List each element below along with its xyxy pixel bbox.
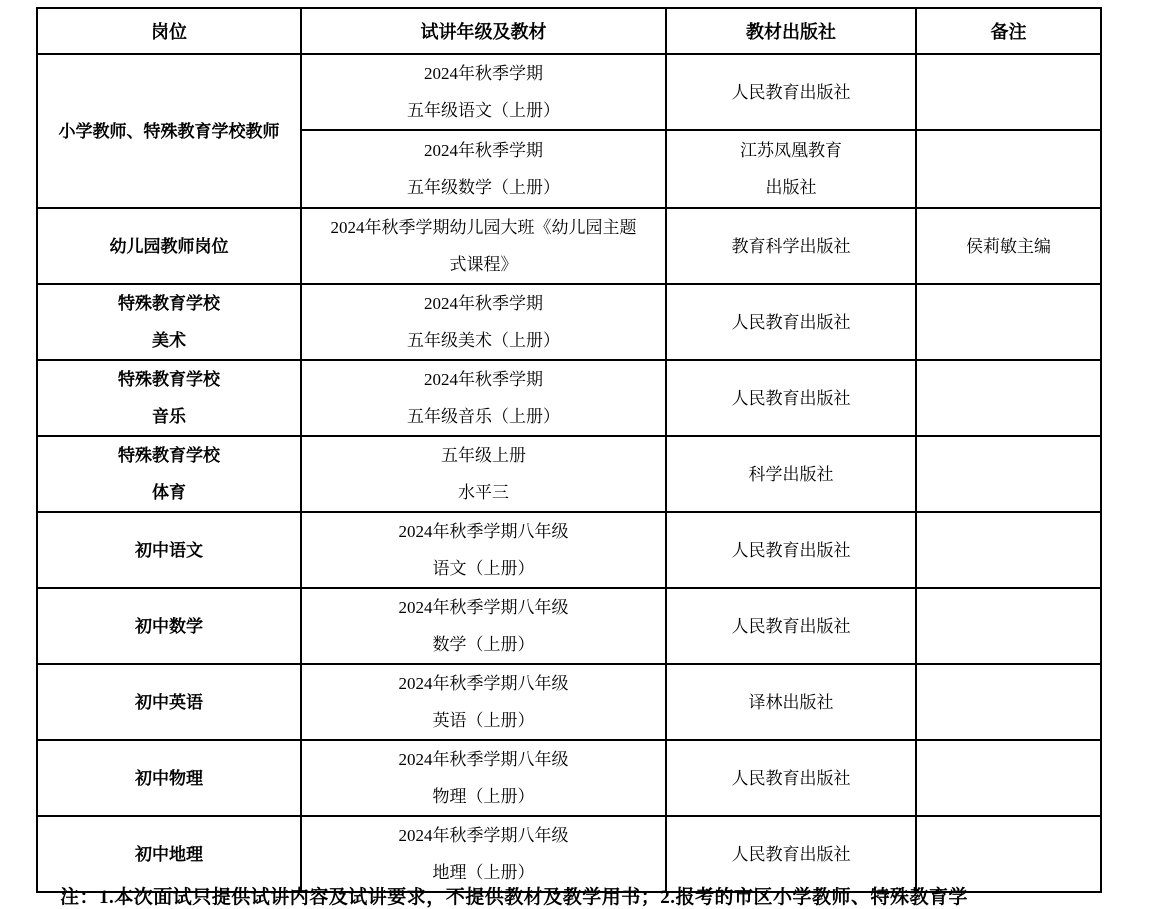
cell-line: 特殊教育学校 bbox=[118, 370, 220, 389]
table-row bbox=[37, 588, 1101, 664]
table-row bbox=[37, 816, 1101, 892]
cell-line: 出版社 bbox=[765, 178, 817, 197]
table-body bbox=[37, 54, 1101, 892]
cell-line: 2024年秋季学期 bbox=[424, 294, 543, 313]
textbook-cell bbox=[301, 664, 666, 740]
cell-line: 美术 bbox=[152, 331, 186, 350]
header-cell-remark: 备注 bbox=[916, 8, 1101, 54]
cell-line: 人民教育出版社 bbox=[731, 844, 851, 864]
table-row bbox=[37, 284, 1101, 360]
remark-cell bbox=[916, 130, 1101, 208]
remark-cell bbox=[916, 512, 1101, 588]
cell-line: 2024年秋季学期八年级 bbox=[398, 826, 569, 845]
cell-line: 初中数学 bbox=[135, 616, 203, 636]
remark-cell bbox=[916, 208, 1101, 284]
table-row bbox=[37, 740, 1101, 816]
cell-line: 小学教师、特殊教育学校教师 bbox=[58, 121, 280, 141]
header-cell-position: 岗位 bbox=[37, 8, 301, 54]
position-cell bbox=[37, 208, 301, 284]
remark-cell bbox=[916, 360, 1101, 436]
textbook-cell bbox=[301, 512, 666, 588]
cell-line: 特殊教育学校 bbox=[118, 446, 220, 465]
cell-line: 初中英语 bbox=[135, 692, 203, 712]
publisher-cell bbox=[666, 512, 916, 588]
cell-line: 2024年秋季学期八年级 bbox=[398, 598, 569, 617]
cell-line: 五年级数学（上册） bbox=[407, 178, 560, 197]
footnote-text: 注：1.本次面试只提供试讲内容及试讲要求，不提供教材及教学用书；2.报考的市区小学教师、特殊教育学 bbox=[60, 887, 969, 908]
position-cell bbox=[37, 360, 301, 436]
cell-line: 人民教育出版社 bbox=[731, 82, 851, 102]
textbook-cell bbox=[301, 284, 666, 360]
position-cell bbox=[37, 740, 301, 816]
position-cell bbox=[37, 664, 301, 740]
cell-line: 特殊教育学校 bbox=[118, 294, 220, 313]
cell-line: 数学（上册） bbox=[432, 635, 535, 654]
cell-line: 2024年秋季学期 bbox=[424, 141, 543, 160]
publisher-cell bbox=[666, 284, 916, 360]
cell-line: 人民教育出版社 bbox=[731, 616, 851, 636]
cell-line: 英语（上册） bbox=[432, 711, 535, 730]
cell-line: 2024年秋季学期八年级 bbox=[398, 750, 569, 769]
cell-line: 侯莉敏主编 bbox=[966, 236, 1051, 256]
publisher-cell bbox=[666, 664, 916, 740]
position-cell bbox=[37, 436, 301, 512]
remark-cell bbox=[916, 588, 1101, 664]
cell-line: 2024年秋季学期幼儿园大班《幼儿园主题 bbox=[330, 218, 637, 237]
position-cell bbox=[37, 284, 301, 360]
cell-line: 2024年秋季学期 bbox=[424, 370, 543, 389]
cell-line: 人民教育出版社 bbox=[731, 312, 851, 332]
remark-cell bbox=[916, 436, 1101, 512]
table-row bbox=[37, 436, 1101, 512]
publisher-cell bbox=[666, 360, 916, 436]
table-row bbox=[37, 54, 1101, 130]
table-row bbox=[37, 360, 1101, 436]
publisher-cell bbox=[666, 208, 916, 284]
header-cell-textbook: 试讲年级及教材 bbox=[301, 8, 666, 54]
publisher-cell bbox=[666, 816, 916, 892]
cell-line: 地理（上册） bbox=[432, 863, 535, 882]
cell-line: 江苏凤凰教育 bbox=[740, 141, 842, 160]
cell-line: 五年级美术（上册） bbox=[407, 331, 560, 350]
publisher-cell bbox=[666, 436, 916, 512]
position-cell bbox=[37, 588, 301, 664]
textbook-cell bbox=[301, 816, 666, 892]
recruitment-textbook-table bbox=[36, 7, 1102, 893]
remark-cell bbox=[916, 284, 1101, 360]
cell-line: 语文（上册） bbox=[432, 559, 535, 578]
cell-line: 幼儿园教师岗位 bbox=[109, 236, 229, 256]
cell-line: 五年级上册 bbox=[441, 446, 526, 465]
cell-line: 科学出版社 bbox=[748, 464, 834, 484]
textbook-cell bbox=[301, 130, 666, 208]
position-cell bbox=[37, 512, 301, 588]
table-row bbox=[37, 664, 1101, 740]
header-cell-publisher: 教材出版社 bbox=[666, 8, 916, 54]
cell-line: 五年级音乐（上册） bbox=[407, 407, 560, 426]
cell-line: 人民教育出版社 bbox=[731, 540, 851, 560]
cell-line: 水平三 bbox=[458, 483, 509, 502]
cell-line: 教育科学出版社 bbox=[731, 236, 851, 256]
publisher-cell bbox=[666, 54, 916, 130]
publisher-cell bbox=[666, 130, 916, 208]
cell-line: 人民教育出版社 bbox=[731, 388, 851, 408]
textbook-cell bbox=[301, 588, 666, 664]
publisher-cell bbox=[666, 588, 916, 664]
cell-line: 初中语文 bbox=[135, 540, 203, 560]
table-row bbox=[37, 208, 1101, 284]
cell-line: 初中地理 bbox=[135, 844, 203, 864]
table-header-row bbox=[37, 8, 1101, 54]
textbook-cell bbox=[301, 436, 666, 512]
cell-line: 音乐 bbox=[152, 407, 186, 426]
textbook-cell bbox=[301, 740, 666, 816]
remark-cell bbox=[916, 54, 1101, 130]
cell-line: 体育 bbox=[152, 483, 186, 502]
textbook-cell bbox=[301, 360, 666, 436]
publisher-cell bbox=[666, 740, 916, 816]
textbook-cell bbox=[301, 54, 666, 130]
cell-line: 物理（上册） bbox=[432, 787, 535, 806]
cell-line: 2024年秋季学期八年级 bbox=[398, 674, 569, 693]
cell-line: 五年级语文（上册） bbox=[407, 101, 560, 120]
cell-line: 译林出版社 bbox=[748, 692, 834, 712]
cell-line: 人民教育出版社 bbox=[731, 768, 851, 788]
textbook-cell bbox=[301, 208, 666, 284]
table-row bbox=[37, 512, 1101, 588]
position-cell bbox=[37, 816, 301, 892]
remark-cell bbox=[916, 664, 1101, 740]
position-cell bbox=[37, 54, 301, 208]
cell-line: 初中物理 bbox=[135, 768, 203, 788]
remark-cell bbox=[916, 740, 1101, 816]
remark-cell bbox=[916, 816, 1101, 892]
cell-line: 2024年秋季学期八年级 bbox=[398, 522, 569, 541]
cell-line: 2024年秋季学期 bbox=[424, 64, 543, 83]
cell-line: 式课程》 bbox=[449, 255, 518, 274]
